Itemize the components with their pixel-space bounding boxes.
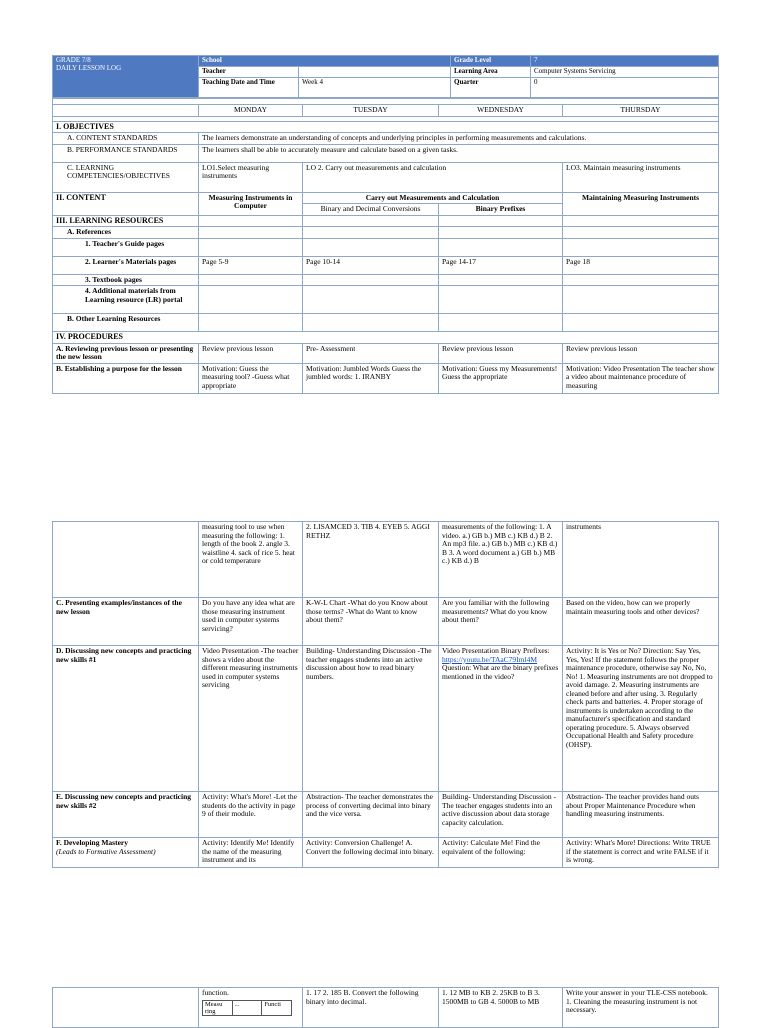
day-blank — [53, 105, 199, 117]
day-monday: MONDAY — [199, 105, 303, 117]
proc-a-thu: Review previous lesson — [563, 343, 719, 363]
proc-d-label: D. Discussing new concepts and practicing new skills #1 — [53, 646, 199, 792]
proc-b-tue: Motivation: Jumbled Words Guess the jumbled words: 1. IRANBY — [303, 363, 439, 393]
other-resources-label: B. Other Learning Resources — [53, 314, 199, 332]
proc-c-wed: Are you familiar with the following measurements? What do you know about them? — [439, 598, 563, 646]
performance-standards-text: The learners shall be able to accurately measure and calculate based on a given tasks. — [199, 144, 719, 162]
proc-f-thu: Activity: What's More! Directions: Write TRUE if the statement is correct and write FALSE if it is wrong. — [563, 838, 719, 868]
date-value: Week 4 — [299, 78, 451, 98]
learning-area-label: Learning Area — [451, 67, 531, 78]
content-wed-sub: Binary Prefixes — [439, 204, 563, 216]
proc-b-wed: Motivation: Guess my Measurements! Guess the appropriate — [439, 363, 563, 393]
proc-f-tue-cont: 1. 17 2. 185 B. Convert the following binary into decimal. — [303, 988, 439, 1028]
proc-c-tue: K-W-L Chart -What do you Know about those terms? -What do Want to know about them? — [303, 598, 439, 646]
competencies-mon: LO1.Select measuring instruments — [199, 162, 303, 192]
proc-b-mon-cont: measuring tool to use when measuring the following: 1. length of the book 2. angle 3. waistline 4. sack of rice 5. heat or cold temperature — [199, 522, 303, 598]
proc-f-tue: Activity: Conversion Challenge! A. Convert the following decimal into binary. — [303, 838, 439, 868]
day-tuesday: TUESDAY — [303, 105, 439, 117]
proc-e-mon: Activity: What's More! -Let the students do the activity in page 9 of their module. — [199, 792, 303, 838]
identify-col-1: Measu ring — [203, 1000, 233, 1015]
proc-c-label: C. Presenting examples/instances of the new lesson — [53, 598, 199, 646]
proc-a-mon: Review previous lesson — [199, 343, 303, 363]
teacher-value — [299, 67, 451, 78]
proc-d-wed-question: Question: What are the binary prefixes mentioned in the video? — [442, 663, 559, 681]
proc-d-wed — [439, 646, 563, 792]
quarter-value: 0 — [531, 78, 719, 98]
page-1 — [52, 55, 718, 394]
proc-e-thu: Abstraction- The teacher provides hand outs about Proper Maintenance Procedure when handling measuring instruments. — [563, 792, 719, 838]
tg-pages-label: 1. Teacher's Guide pages — [53, 238, 199, 256]
grade-level-label: Grade Level — [451, 56, 531, 67]
content-thu: Maintaining Measuring Instruments — [563, 192, 719, 215]
proc-a-label: A. Reviewing previous lesson or presenting the new lesson — [53, 343, 199, 363]
grade-level-value: 7 — [531, 56, 719, 67]
lm-pages-mon: Page 5-9 — [199, 256, 303, 274]
proc-b-label-cont — [53, 522, 199, 598]
competencies-label: C. LEARNING COMPETENCIES/OBJECTIVES — [53, 162, 199, 192]
content-mid: Carry out Measurements and Calculation — [303, 192, 563, 204]
proc-a-wed: Review previous lesson — [439, 343, 563, 363]
video-link[interactable]: https://youtu.be/TAaC79Iml4M — [442, 654, 538, 664]
references-label: A. References — [53, 227, 199, 239]
proc-f-label2: (Leads to Formative Assessment) — [56, 846, 156, 856]
content-standards-text: The learners demonstrate an understanding of concepts and underlying principles in performing measurements and calculations. — [199, 133, 719, 145]
proc-b-thu-cont: instruments — [563, 522, 719, 598]
lr-portal-label: 4. Additional materials from Learning resource (LR) portal — [53, 286, 199, 314]
proc-e-label: E. Discussing new concepts and practicing new skills #2 — [53, 792, 199, 838]
identify-col-3: Functi — [262, 1000, 292, 1015]
page-3 — [52, 987, 718, 1028]
content-heading: II. CONTENT — [53, 192, 199, 215]
proc-a-tue: Pre- Assessment — [303, 343, 439, 363]
proc-f-mon: Activity: Identify Me! Identify the name of the measuring instrument and its — [199, 838, 303, 868]
resources-heading: III. LEARNING RESOURCES — [53, 215, 199, 227]
content-mon: Measuring Instruments in Computer — [199, 192, 303, 215]
proc-d-thu: Activity: It is Yes or No? Direction: Say Yes, Yes, Yes! If the statement follows the proper maintenance procedure, otherwise say No, No, No! 1. Measuring instruments are not dropped to avoid damage. 2. Measuring instruments are cleaned before and after using. 3. Regularly check parts and batteries. 4. Proper storage of instruments is undertaken according to the manufacturer's specification and standard operating procedure. 5. Always observed Occupational Health and Safety procedure (OHSP). — [563, 646, 719, 792]
teacher-label: Teacher — [199, 67, 299, 78]
proc-d-mon: Video Presentation -The teacher shows a video about the different measuring instruments used in computer systems servicing — [199, 646, 303, 792]
lm-pages-label: 2. Learner's Materials pages — [53, 256, 199, 274]
competencies-tue: LO 2. Carry out measurements and calculation — [303, 162, 563, 192]
proc-b-tue-cont: 2. LISAMCED 3. TIB 4. EYEB 5. AGGI RETHZ — [303, 522, 439, 598]
school-label: School — [199, 56, 451, 67]
proc-f-thu-cont: Write your answer in your TLE-CSS notebook. 1. Cleaning the measuring instrument is not necessary. — [563, 988, 719, 1028]
objectives-heading: I. OBJECTIVES — [53, 121, 719, 133]
proc-f-wed-cont: 1. 12 MB to KB 2. 25KB to B 3. 1500MB to GB 4. 5000B to MB — [439, 988, 563, 1028]
proc-f-mon-text: function. — [202, 988, 229, 997]
day-wednesday: WEDNESDAY — [439, 105, 563, 117]
proc-f-wed: Activity: Calculate Me! Find the equivalent of the following: — [439, 838, 563, 868]
proc-b-wed-cont: measurements of the following: 1. A video. a.) GB b.) MB c.) KB d.) B 2. An mp3 file. a.) GB b.) MB c.) KB d.) B 3. A word document a.) GB b.) MB c.) KB d.) B — [439, 522, 563, 598]
page-2 — [52, 521, 718, 868]
lm-pages-thu: Page 18 — [563, 256, 719, 274]
proc-d-wed-text: Video Presentation Binary Prefixes: — [442, 646, 550, 655]
proc-e-wed: Building- Understanding Discussion -The teacher engages students into an active discussion about data storage capacity calculation. — [439, 792, 563, 838]
procedures-heading: IV. PROCEDURES — [53, 332, 719, 344]
proc-f-label: F. Developing Mastery — [56, 838, 129, 847]
identify-table — [202, 1000, 292, 1016]
proc-c-thu: Based on the video, how can we properly maintain measuring tools and other devices? — [563, 598, 719, 646]
content-tue-sub: Binary and Decimal Conversions — [303, 204, 439, 216]
grade-text: GRADE 7/8 — [56, 56, 91, 64]
day-thursday: THURSDAY — [563, 105, 719, 117]
date-label: Teaching Date and Time — [199, 78, 299, 98]
learning-area-value: Computer Systems Servicing — [531, 67, 719, 78]
proc-b-mon: Motivation: Guess the measuring tool? -Guess what appropriate — [199, 363, 303, 393]
competencies-thu: LO3. Maintain measuring instruments — [563, 162, 719, 192]
proc-b-thu: Motivation: Video Presentation The teacher show a video about maintenance procedure of measuring — [563, 363, 719, 393]
lm-pages-wed: Page 14-17 — [439, 256, 563, 274]
quarter-label: Quarter — [451, 78, 531, 98]
lm-pages-tue: Page 10-14 — [303, 256, 439, 274]
proc-f-label-cell — [53, 838, 199, 868]
proc-f-label-cont — [53, 988, 199, 1028]
dll-title-cell — [53, 56, 199, 98]
proc-e-tue: Abstraction- The teacher demonstrates the process of converting decimal into binary and the vice versa. — [303, 792, 439, 838]
proc-d-tue: Building- Understanding Discussion -The teacher engages students into an active discussion about how to read binary numbers. — [303, 646, 439, 792]
proc-f-mon-cont — [199, 988, 303, 1028]
content-standards-label: A. CONTENT STANDARDS — [53, 133, 199, 145]
proc-c-mon: Do you have any idea what are those measuring instrument used in computer systems servicing? — [199, 598, 303, 646]
textbook-pages-label: 3. Textbook pages — [53, 274, 199, 286]
performance-standards-label: B. PERFORMANCE STANDARDS — [53, 144, 199, 162]
proc-b-label: B. Establishing a purpose for the lesson — [53, 363, 199, 393]
dll-text: DAILY LESSON LOG — [56, 63, 122, 72]
identify-col-2: ... — [232, 1000, 262, 1015]
